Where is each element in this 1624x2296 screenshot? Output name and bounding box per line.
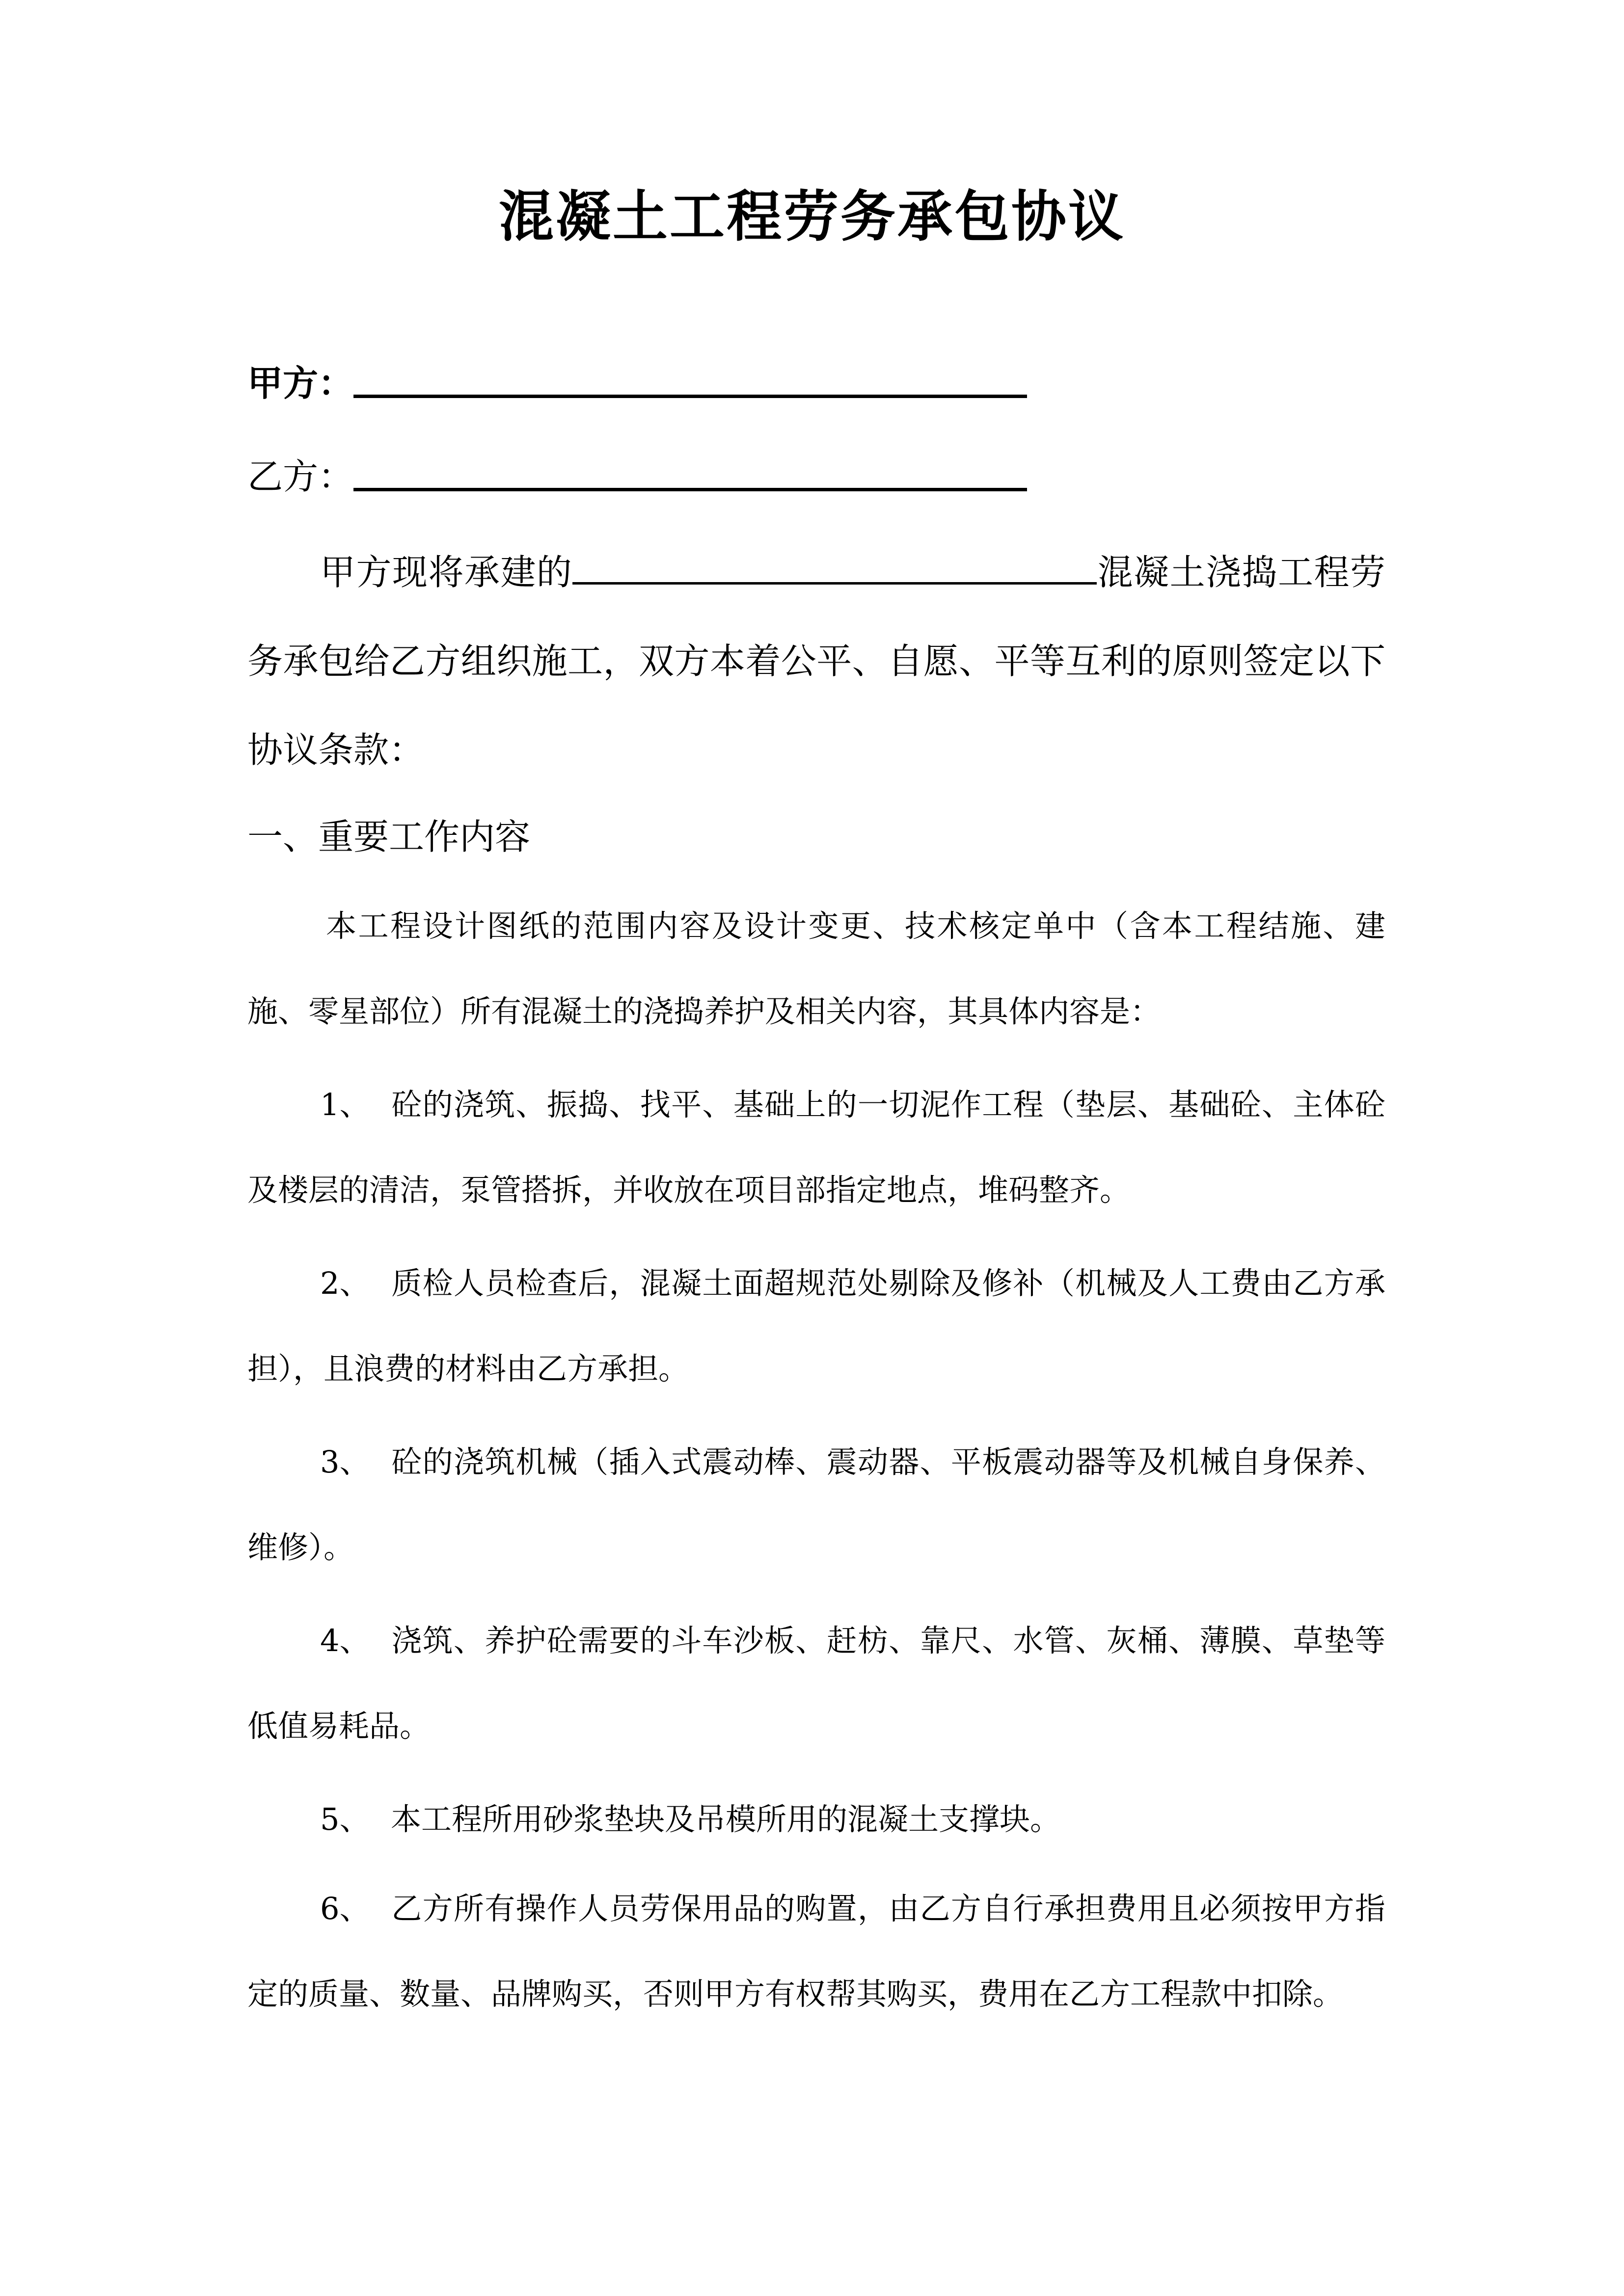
list-item-number: 6、 — [320, 1891, 370, 1926]
list-item-number: 5、 — [320, 1801, 370, 1837]
list-item-number: 3、 — [320, 1444, 370, 1480]
intro-after-blank: 混凝土浇捣工程劳务承包给乙方组织施工，双方本着公平、自愿、平等互利的原则签定以下协议条款： — [247, 552, 1385, 771]
list-item — [247, 1598, 1385, 1769]
list-item-number: 1、 — [320, 1087, 370, 1122]
party-b-label: 乙方： — [247, 456, 354, 497]
list-item — [247, 1866, 1385, 2037]
list-item — [247, 1062, 1385, 1233]
list-item-text: 乙方所有操作人员劳保用品的购置，由乙方自行承担费用且必须按甲方指定的质量、数量、品牌购买，否则甲方有权帮其购买，费用在乙方工程款中扣除。 — [247, 1891, 1385, 2012]
list-item-number: 2、 — [320, 1265, 370, 1301]
party-a-line — [247, 356, 1027, 410]
section1-intro: 本工程设计图纸的范围内容及设计变更、技术核定单中（含本工程结施、建施、零星部位）所有混凝土的浇捣养护及相关内容，其具体内容是： — [247, 908, 1385, 1029]
document-title: 混凝土工程劳务承包协议 — [499, 185, 1125, 249]
list-item — [247, 1419, 1385, 1590]
list-item-number: 4、 — [320, 1623, 370, 1658]
intro-paragraph — [247, 528, 1385, 795]
party-b-line — [247, 450, 1027, 504]
party-a-blank[interactable] — [353, 356, 1027, 398]
list-item — [247, 1777, 1385, 1862]
list-item-text: 浇筑、养护砼需要的斗车沙板、赶枋、靠尺、水管、灰桶、薄膜、草垫等低值易耗品。 — [247, 1623, 1385, 1744]
list-item-text: 砼的浇筑、振捣、找平、基础上的一切泥作工程（垫层、基础砼、主体砼及楼层的清洁，泵管搭拆，并收放在项目部指定地点，堆码整齐。 — [247, 1087, 1385, 1208]
list-item-text: 砼的浇筑机械（插入式震动棒、震动器、平板震动器等及机械自身保养、维修）。 — [247, 1444, 1385, 1565]
list-item — [247, 1241, 1385, 1412]
list-item-text: 本工程所用砂浆垫块及吊模所用的混凝土支撑块。 — [391, 1801, 1061, 1837]
list-item-text: 质检人员检查后，混凝土面超规范处剔除及修补（机械及人工费由乙方承担），且浪费的材料由乙方承担。 — [247, 1265, 1385, 1387]
project-name-blank[interactable] — [572, 548, 1097, 585]
party-a-label: 甲方： — [247, 362, 354, 404]
section1-heading: 一、重要工作内容 — [247, 816, 531, 857]
party-b-blank[interactable] — [353, 450, 1027, 491]
intro-before-blank: 甲方现将承建的 — [320, 552, 573, 593]
